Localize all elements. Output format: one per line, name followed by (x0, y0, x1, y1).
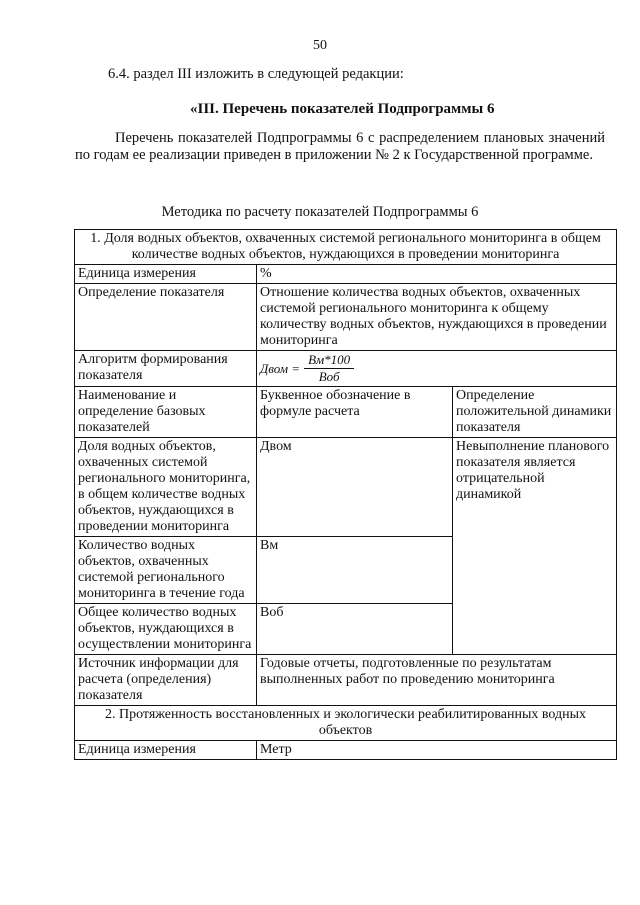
base-indicator-symbol: Двом (257, 438, 453, 537)
formula (260, 352, 354, 385)
indicator2-title-row (75, 706, 617, 741)
formula-cell (257, 351, 617, 387)
indicator1-header-row (75, 387, 617, 438)
table-row (75, 438, 617, 537)
section-title: «III. Перечень показателей Подпрограммы 6 (190, 101, 495, 117)
unit-value: % (257, 265, 617, 284)
formula-numerator: Вм*100 (304, 352, 354, 369)
indicator1-definition-row (75, 284, 617, 351)
indicator1-unit-row (75, 265, 617, 284)
indicator1-source-row (75, 655, 617, 706)
col-dynamics-header: Определение положительной динамики показателя (453, 387, 617, 438)
methodology-title: Методика по расчету показателей Подпрограммы 6 (161, 204, 479, 220)
algorithm-label: Алгоритм формирования показателя (75, 351, 257, 387)
definition-label: Определение показателя (75, 284, 257, 351)
methodology-table (74, 229, 617, 760)
formula-fraction (304, 352, 354, 385)
source-value: Годовые отчеты, подготовленные по результатам выполненных работ по проведению мониторинга (257, 655, 617, 706)
indicator2-title: 2. Протяженность восстановленных и экологически реабилитированных водных объектов (75, 706, 617, 741)
dynamics-value: Невыполнение планового показателя является отрицательной динамикой (453, 438, 617, 655)
amendment-instruction: 6.4. раздел III изложить в следующей редакции: (108, 66, 404, 82)
base-indicator-name: Общее количество водных объектов, нуждающихся в осуществлении мониторинга (75, 604, 257, 655)
formula-denominator: Воб (318, 369, 340, 384)
unit-value: Метр (257, 741, 617, 760)
source-label: Источник информации для расчета (определения) показателя (75, 655, 257, 706)
base-indicator-name: Количество водных объектов, охваченных системой регионального мониторинга в течение года (75, 537, 257, 604)
indicator1-title-row (75, 230, 617, 265)
col-symbol-header: Буквенное обозначение в формуле расчета (257, 387, 453, 438)
base-indicator-name: Доля водных объектов, охваченных системой регионального мониторинга, в общем количестве водных объектов, нуждающихся в проведении мониторинга (75, 438, 257, 537)
base-indicator-symbol: Вм (257, 537, 453, 604)
unit-label: Единица измерения (75, 741, 257, 760)
definition-value: Отношение количества водных объектов, охваченных системой регионального мониторинга к общему количеству водных объектов, нуждающихся в проведении мониторинга (257, 284, 617, 351)
base-indicator-symbol: Воб (257, 604, 453, 655)
indicator1-algorithm-row (75, 351, 617, 387)
unit-label: Единица измерения (75, 265, 257, 284)
page-number: 50 (313, 38, 327, 53)
formula-lhs: Двом = (260, 360, 301, 376)
intro-paragraph: Перечень показателей Подпрограммы 6 с распределением плановых значений по годам ее реализации приведен в приложении № 2 к Государственной программе. (75, 130, 605, 163)
indicator1-title: 1. Доля водных объектов, охваченных системой регионального мониторинга в общем количестве водных объектов, нуждающихся в проведении мониторинга (75, 230, 617, 265)
col-name-header: Наименование и определение базовых показателей (75, 387, 257, 438)
indicator2-unit-row (75, 741, 617, 760)
